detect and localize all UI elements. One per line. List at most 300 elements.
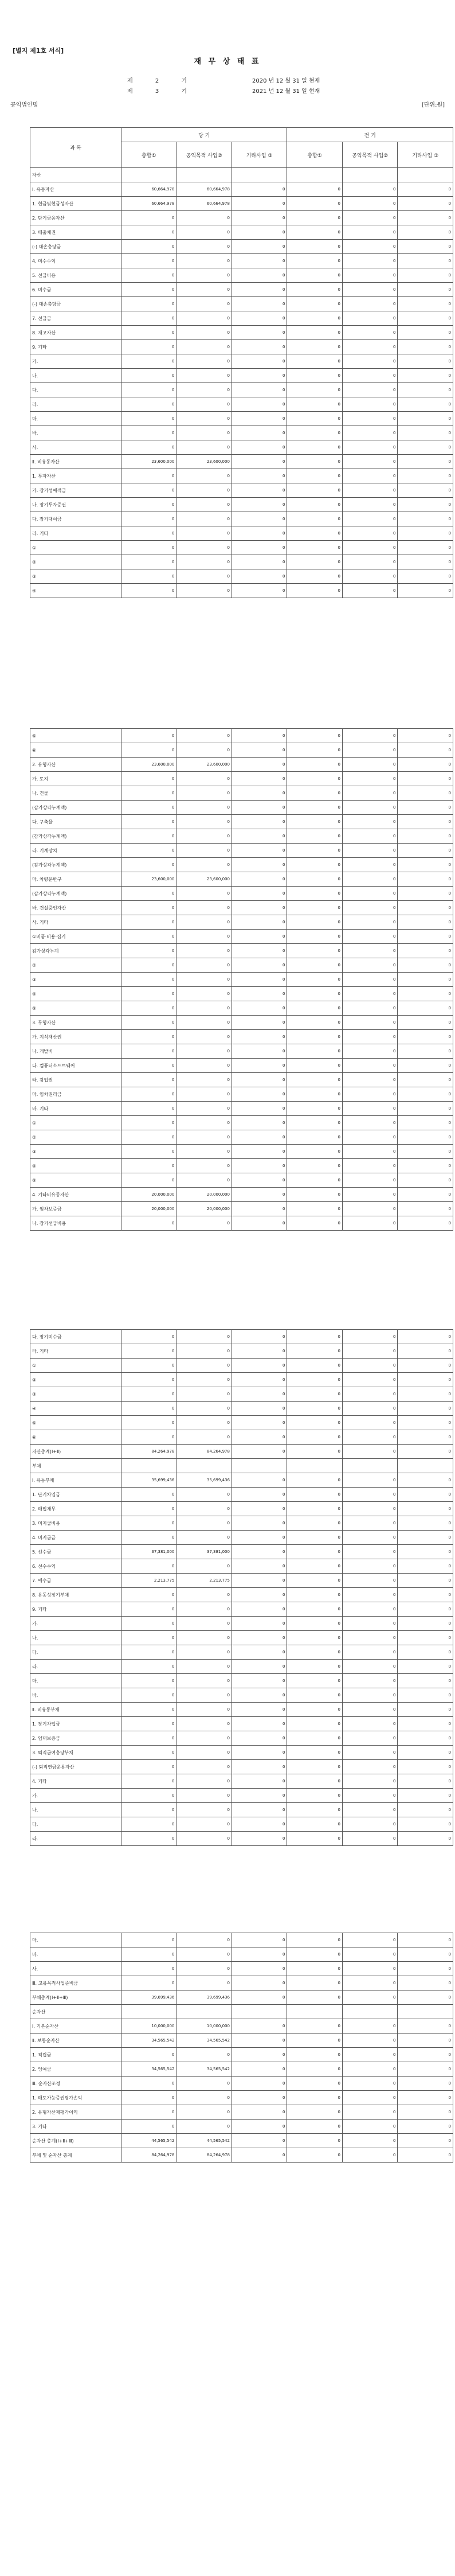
account-name-cell: 4. 기타비유동자산: [30, 1188, 121, 1202]
table-row: [30, 1188, 453, 1202]
amount-cell: 0: [176, 1130, 232, 1145]
amount-cell: 20,000,000: [121, 1202, 176, 1216]
amount-cell: 0: [342, 1531, 398, 1545]
account-name-cell: ⑥: [30, 743, 121, 758]
table-row: [30, 1774, 453, 1789]
amount-cell: 0: [232, 268, 287, 283]
amount-cell: 0: [398, 1430, 453, 1445]
table-row: [30, 973, 453, 987]
amount-cell: 0: [176, 1001, 232, 1016]
amount-cell: 0: [398, 1044, 453, 1059]
table-row: [30, 2105, 453, 2120]
account-name-cell: 나. 장기선급비용: [30, 1216, 121, 1231]
table-row: [30, 340, 453, 354]
amount-cell: 0: [398, 1102, 453, 1116]
amount-cell: 0: [342, 901, 398, 915]
account-name-cell: 1. 현금및현금성자산: [30, 197, 121, 211]
amount-cell: 0: [342, 1817, 398, 1832]
amount-cell: 0: [176, 1760, 232, 1774]
amount-cell: 0: [342, 1962, 398, 1976]
amount-cell: 0: [398, 1145, 453, 1159]
table-row: [30, 2077, 453, 2091]
amount-cell: 0: [342, 211, 398, 225]
account-name-cell: 순자산 총계(Ⅰ+Ⅱ+Ⅲ): [30, 2134, 121, 2148]
table-row: [30, 1703, 453, 1717]
amount-cell: 0: [287, 526, 343, 541]
header-public: 공익목적 사업②: [176, 142, 232, 168]
account-name-cell: ①: [30, 541, 121, 555]
amount-cell: 0: [342, 1430, 398, 1445]
amount-cell: 35,699,436: [176, 1473, 232, 1488]
amount-cell: 0: [398, 1688, 453, 1703]
amount-cell: 0: [176, 1173, 232, 1188]
account-name-cell: 라. 기타: [30, 1344, 121, 1359]
amount-cell: 0: [287, 383, 343, 397]
amount-cell: 0: [398, 1703, 453, 1717]
amount-cell: 0: [342, 2120, 398, 2134]
amount-cell: 0: [287, 1962, 343, 1976]
amount-cell: 0: [287, 1789, 343, 1803]
amount-cell: 0: [121, 1617, 176, 1631]
amount-cell: 0: [342, 944, 398, 958]
table-row: [30, 1173, 453, 1188]
amount-cell: 0: [398, 1947, 453, 1962]
amount-cell: 0: [398, 844, 453, 858]
amount-cell: 0: [342, 240, 398, 254]
amount-cell: 0: [176, 801, 232, 815]
amount-cell: 20,000,000: [176, 1188, 232, 1202]
amount-cell: 0: [342, 283, 398, 297]
amount-cell: 0: [232, 1990, 287, 2005]
amount-cell: 0: [287, 1016, 343, 1030]
amount-cell: 0: [398, 1660, 453, 1674]
table-row: [30, 1789, 453, 1803]
account-name-cell: 가. 임차보증금: [30, 1202, 121, 1216]
amount-cell: 0: [342, 254, 398, 268]
amount-cell: 0: [398, 469, 453, 483]
amount-cell: 0: [176, 958, 232, 973]
amount-cell: 0: [398, 1962, 453, 1976]
amount-cell: 0: [342, 1976, 398, 1990]
amount-cell: 0: [398, 1588, 453, 1602]
amount-cell: 0: [232, 397, 287, 412]
table-row: [30, 1976, 453, 1990]
amount-cell: 0: [232, 1073, 287, 1087]
amount-cell: 23,600,000: [121, 455, 176, 469]
amount-cell: 0: [121, 311, 176, 326]
amount-cell: 0: [342, 1602, 398, 1617]
amount-cell: 0: [176, 1044, 232, 1059]
amount-cell: 0: [176, 225, 232, 240]
amount-cell: 0: [342, 326, 398, 340]
amount-cell: 0: [398, 930, 453, 944]
amount-cell: 0: [398, 512, 453, 526]
amount-cell: 0: [121, 1631, 176, 1645]
account-name-cell: 3. 미지급비용: [30, 1516, 121, 1531]
header-current: 당 기: [121, 128, 287, 142]
account-name-cell: 2. 임대보증금: [30, 1731, 121, 1746]
amount-cell: 0: [287, 197, 343, 211]
account-name-cell: 1. 적립금: [30, 2048, 121, 2062]
table-row: [30, 801, 453, 815]
amount-cell: 0: [398, 1173, 453, 1188]
amount-cell: 0: [232, 1688, 287, 1703]
amount-cell: 0: [232, 1402, 287, 1416]
amount-cell: 0: [232, 1359, 287, 1373]
account-name-cell: 가. 장기성예적금: [30, 483, 121, 498]
amount-cell: 0: [121, 254, 176, 268]
amount-cell: 0: [398, 254, 453, 268]
account-name-cell: ①: [30, 1116, 121, 1130]
amount-cell: 0: [176, 1688, 232, 1703]
amount-cell: 0: [121, 1602, 176, 1617]
amount-cell: 0: [287, 2134, 343, 2148]
account-name-cell: (-) 대손충당금: [30, 297, 121, 311]
amount-cell: 34,565,542: [121, 2034, 176, 2048]
amount-cell: 10,000,000: [121, 2019, 176, 2034]
amount-cell: 0: [121, 1760, 176, 1774]
amount-cell: 0: [232, 225, 287, 240]
header-total: 총합①: [121, 142, 176, 168]
amount-cell: 0: [287, 1216, 343, 1231]
amount-cell: [121, 1459, 176, 1473]
amount-cell: 0: [232, 1789, 287, 1803]
account-name-cell: 감가상각누계: [30, 944, 121, 958]
amount-cell: 0: [121, 1531, 176, 1545]
amount-cell: 0: [398, 2091, 453, 2105]
amount-cell: 0: [121, 1488, 176, 1502]
amount-cell: 0: [232, 1574, 287, 1588]
amount-cell: 0: [342, 1703, 398, 1717]
table-row: [30, 1559, 453, 1574]
account-name-cell: 라. 광업권: [30, 1073, 121, 1087]
amount-cell: 0: [232, 2019, 287, 2034]
amount-cell: 0: [121, 498, 176, 512]
table-row: [30, 311, 453, 326]
account-name-cell: 다. 장기대여금: [30, 512, 121, 526]
amount-cell: 0: [398, 268, 453, 283]
amount-cell: 0: [342, 369, 398, 383]
table-row: [30, 455, 453, 469]
amount-cell: 0: [121, 1789, 176, 1803]
amount-cell: 0: [121, 240, 176, 254]
amount-cell: 0: [342, 1044, 398, 1059]
amount-cell: 0: [121, 1387, 176, 1402]
account-name-cell: (감가상각누계액): [30, 801, 121, 815]
account-name-cell: 2. 유형자산: [30, 758, 121, 772]
amount-cell: 0: [232, 1373, 287, 1387]
table-row: [30, 1832, 453, 1846]
amount-cell: 0: [232, 2105, 287, 2120]
amount-cell: 0: [342, 958, 398, 973]
amount-cell: 0: [342, 1402, 398, 1416]
amount-cell: [232, 1459, 287, 1473]
amount-cell: 0: [176, 383, 232, 397]
amount-cell: 0: [287, 369, 343, 383]
amount-cell: 0: [287, 1159, 343, 1173]
amount-cell: 0: [232, 182, 287, 197]
amount-cell: 0: [121, 1030, 176, 1044]
amount-cell: 0: [176, 1488, 232, 1502]
account-name-cell: 바. 건설중인자산: [30, 901, 121, 915]
period-date: 2020 년 12 월 31 일 현재: [252, 78, 320, 84]
amount-cell: 0: [121, 1330, 176, 1344]
amount-cell: 0: [176, 1059, 232, 1073]
amount-cell: 0: [398, 541, 453, 555]
amount-cell: 0: [121, 1703, 176, 1717]
amount-cell: 0: [287, 1502, 343, 1516]
amount-cell: 23,600,000: [121, 758, 176, 772]
amount-cell: 0: [287, 254, 343, 268]
table-row: [30, 1145, 453, 1159]
amount-cell: 0: [176, 254, 232, 268]
amount-cell: 0: [176, 973, 232, 987]
amount-cell: 0: [287, 743, 343, 758]
amount-cell: 0: [287, 1660, 343, 1674]
amount-cell: 0: [176, 426, 232, 440]
amount-cell: 0: [287, 901, 343, 915]
amount-cell: 0: [342, 197, 398, 211]
amount-cell: 0: [121, 225, 176, 240]
account-name-cell: 부채총계(Ⅰ+Ⅱ+Ⅲ): [30, 1990, 121, 2005]
table-body: [30, 168, 453, 598]
amount-cell: 0: [176, 483, 232, 498]
amount-cell: 0: [287, 1674, 343, 1688]
amount-cell: 0: [398, 1473, 453, 1488]
table-row: [30, 2148, 453, 2163]
amount-cell: 0: [232, 483, 287, 498]
account-name-cell: 4. 미수수익: [30, 254, 121, 268]
amount-cell: 0: [232, 1430, 287, 1445]
amount-cell: 0: [287, 455, 343, 469]
amount-cell: 0: [176, 1216, 232, 1231]
amount-cell: 0: [121, 1817, 176, 1832]
balance-sheet-table-page-4: [30, 1933, 453, 2163]
amount-cell: 0: [232, 1445, 287, 1459]
amount-cell: 0: [287, 1545, 343, 1559]
amount-cell: 0: [342, 930, 398, 944]
amount-cell: 0: [398, 801, 453, 815]
table-row: [30, 1202, 453, 1216]
amount-cell: 0: [232, 512, 287, 526]
account-name-cell: 4. 기타: [30, 1774, 121, 1789]
amount-cell: 0: [176, 1789, 232, 1803]
amount-cell: 0: [176, 240, 232, 254]
table-row: [30, 1502, 453, 1516]
amount-cell: 0: [121, 915, 176, 930]
amount-cell: 0: [287, 829, 343, 844]
amount-cell: 0: [342, 2148, 398, 2163]
amount-cell: 0: [287, 326, 343, 340]
amount-cell: 0: [176, 1430, 232, 1445]
account-name-cell: 가. 지식재산권: [30, 1030, 121, 1044]
account-name-cell: 다.: [30, 1817, 121, 1832]
table-row: [30, 872, 453, 887]
amount-cell: 23,600,000: [176, 872, 232, 887]
amount-cell: 0: [398, 211, 453, 225]
amount-cell: 0: [232, 1387, 287, 1402]
amount-cell: 0: [287, 498, 343, 512]
account-name-cell: 다. 장기미수금: [30, 1330, 121, 1344]
account-name-cell: 사. 기타: [30, 915, 121, 930]
amount-cell: 84,264,978: [121, 2148, 176, 2163]
table-row: [30, 772, 453, 786]
amount-cell: 0: [232, 958, 287, 973]
amount-cell: 0: [176, 397, 232, 412]
amount-cell: 0: [176, 1933, 232, 1947]
amount-cell: 0: [342, 1674, 398, 1688]
amount-cell: 0: [342, 844, 398, 858]
amount-cell: 0: [176, 512, 232, 526]
amount-cell: 0: [121, 1116, 176, 1130]
amount-cell: 0: [176, 1102, 232, 1116]
amount-cell: 0: [121, 326, 176, 340]
amount-cell: 0: [287, 512, 343, 526]
table-row: [30, 1216, 453, 1231]
amount-cell: 0: [176, 1402, 232, 1416]
amount-cell: 0: [121, 1688, 176, 1703]
amount-cell: 0: [342, 225, 398, 240]
amount-cell: 0: [342, 758, 398, 772]
amount-cell: 0: [342, 887, 398, 901]
amount-cell: 0: [287, 858, 343, 872]
amount-cell: 0: [232, 801, 287, 815]
amount-cell: 84,264,978: [176, 1445, 232, 1459]
amount-cell: 0: [121, 1173, 176, 1188]
amount-cell: 60,664,978: [176, 182, 232, 197]
amount-cell: 23,600,000: [176, 455, 232, 469]
amount-cell: 0: [121, 584, 176, 598]
amount-cell: 0: [342, 973, 398, 987]
amount-cell: 0: [398, 412, 453, 426]
amount-cell: 0: [232, 1502, 287, 1516]
account-name-cell: 2. 잉여금: [30, 2062, 121, 2077]
amount-cell: 0: [232, 1416, 287, 1430]
amount-cell: 0: [398, 1674, 453, 1688]
account-name-cell: 8. 재고자산: [30, 326, 121, 340]
amount-cell: 0: [176, 1832, 232, 1846]
amount-cell: 0: [176, 1976, 232, 1990]
amount-cell: 0: [287, 915, 343, 930]
amount-cell: 0: [398, 2048, 453, 2062]
amount-cell: 0: [176, 858, 232, 872]
amount-cell: 0: [398, 1990, 453, 2005]
amount-cell: 0: [176, 2120, 232, 2134]
amount-cell: 0: [232, 569, 287, 584]
amount-cell: 0: [176, 469, 232, 483]
account-name-cell: 가.: [30, 354, 121, 369]
amount-cell: 0: [232, 1087, 287, 1102]
amount-cell: 0: [176, 1746, 232, 1760]
amount-cell: 0: [176, 915, 232, 930]
account-name-cell: 순자산: [30, 2005, 121, 2019]
amount-cell: 0: [398, 197, 453, 211]
amount-cell: 0: [398, 2077, 453, 2091]
amount-cell: 0: [176, 1145, 232, 1159]
amount-cell: 0: [342, 1488, 398, 1502]
amount-cell: 0: [398, 483, 453, 498]
table-row: [30, 1059, 453, 1073]
table-row: [30, 1473, 453, 1488]
amount-cell: 0: [176, 987, 232, 1001]
amount-cell: 0: [121, 1216, 176, 1231]
account-name-cell: 3. 매출채권: [30, 225, 121, 240]
amount-cell: 0: [232, 1030, 287, 1044]
table-row: [30, 440, 453, 455]
period-label: 제 3 기: [127, 88, 198, 95]
table-row: [30, 211, 453, 225]
amount-cell: 0: [398, 1731, 453, 1746]
amount-cell: 0: [287, 973, 343, 987]
table-row: [30, 1760, 453, 1774]
amount-cell: 0: [232, 1001, 287, 1016]
account-name-cell: Ⅰ. 기본순자산: [30, 2019, 121, 2034]
amount-cell: 0: [121, 541, 176, 555]
amount-cell: 0: [176, 1387, 232, 1402]
account-name-cell: ③: [30, 1387, 121, 1402]
amount-cell: 0: [398, 1073, 453, 1087]
amount-cell: 0: [398, 815, 453, 829]
amount-cell: 0: [398, 772, 453, 786]
table-row: [30, 1402, 453, 1416]
table-row: [30, 383, 453, 397]
table-row: [30, 1817, 453, 1832]
amount-cell: 44,565,542: [176, 2134, 232, 2148]
amount-cell: 0: [398, 225, 453, 240]
table-row: [30, 1102, 453, 1116]
amount-cell: 0: [176, 1073, 232, 1087]
amount-cell: 0: [232, 1559, 287, 1574]
amount-cell: 34,565,542: [176, 2034, 232, 2048]
amount-cell: 0: [121, 1832, 176, 1846]
amount-cell: 0: [121, 483, 176, 498]
amount-cell: 0: [287, 397, 343, 412]
table-row: [30, 858, 453, 872]
amount-cell: [176, 168, 232, 182]
account-name-cell: ③: [30, 973, 121, 987]
amount-cell: 0: [121, 354, 176, 369]
amount-cell: 0: [232, 254, 287, 268]
amount-cell: 0: [121, 1073, 176, 1087]
amount-cell: 0: [232, 872, 287, 887]
amount-cell: 0: [121, 268, 176, 283]
table-row: [30, 182, 453, 197]
table-body: [30, 1933, 453, 2163]
amount-cell: 0: [232, 1202, 287, 1216]
table-row: [30, 1159, 453, 1173]
amount-cell: 0: [342, 2062, 398, 2077]
amount-cell: 0: [287, 268, 343, 283]
amount-cell: 0: [287, 1416, 343, 1430]
account-name-cell: 5. 선급비용: [30, 268, 121, 283]
account-name-cell: ①: [30, 1359, 121, 1373]
table-row: [30, 569, 453, 584]
amount-cell: 0: [176, 1087, 232, 1102]
amount-cell: 0: [342, 743, 398, 758]
amount-cell: 0: [342, 412, 398, 426]
amount-cell: 37,381,000: [121, 1545, 176, 1559]
amount-cell: 0: [232, 1488, 287, 1502]
table-row: [30, 1416, 453, 1430]
account-name-cell: 4. 미지급금: [30, 1531, 121, 1545]
amount-cell: 0: [287, 1774, 343, 1789]
amount-cell: 0: [232, 1976, 287, 1990]
amount-cell: 0: [342, 1746, 398, 1760]
amount-cell: 0: [176, 1416, 232, 1430]
account-name-cell: 라. 기타: [30, 526, 121, 541]
amount-cell: 0: [342, 1030, 398, 1044]
table-row: [30, 1660, 453, 1674]
